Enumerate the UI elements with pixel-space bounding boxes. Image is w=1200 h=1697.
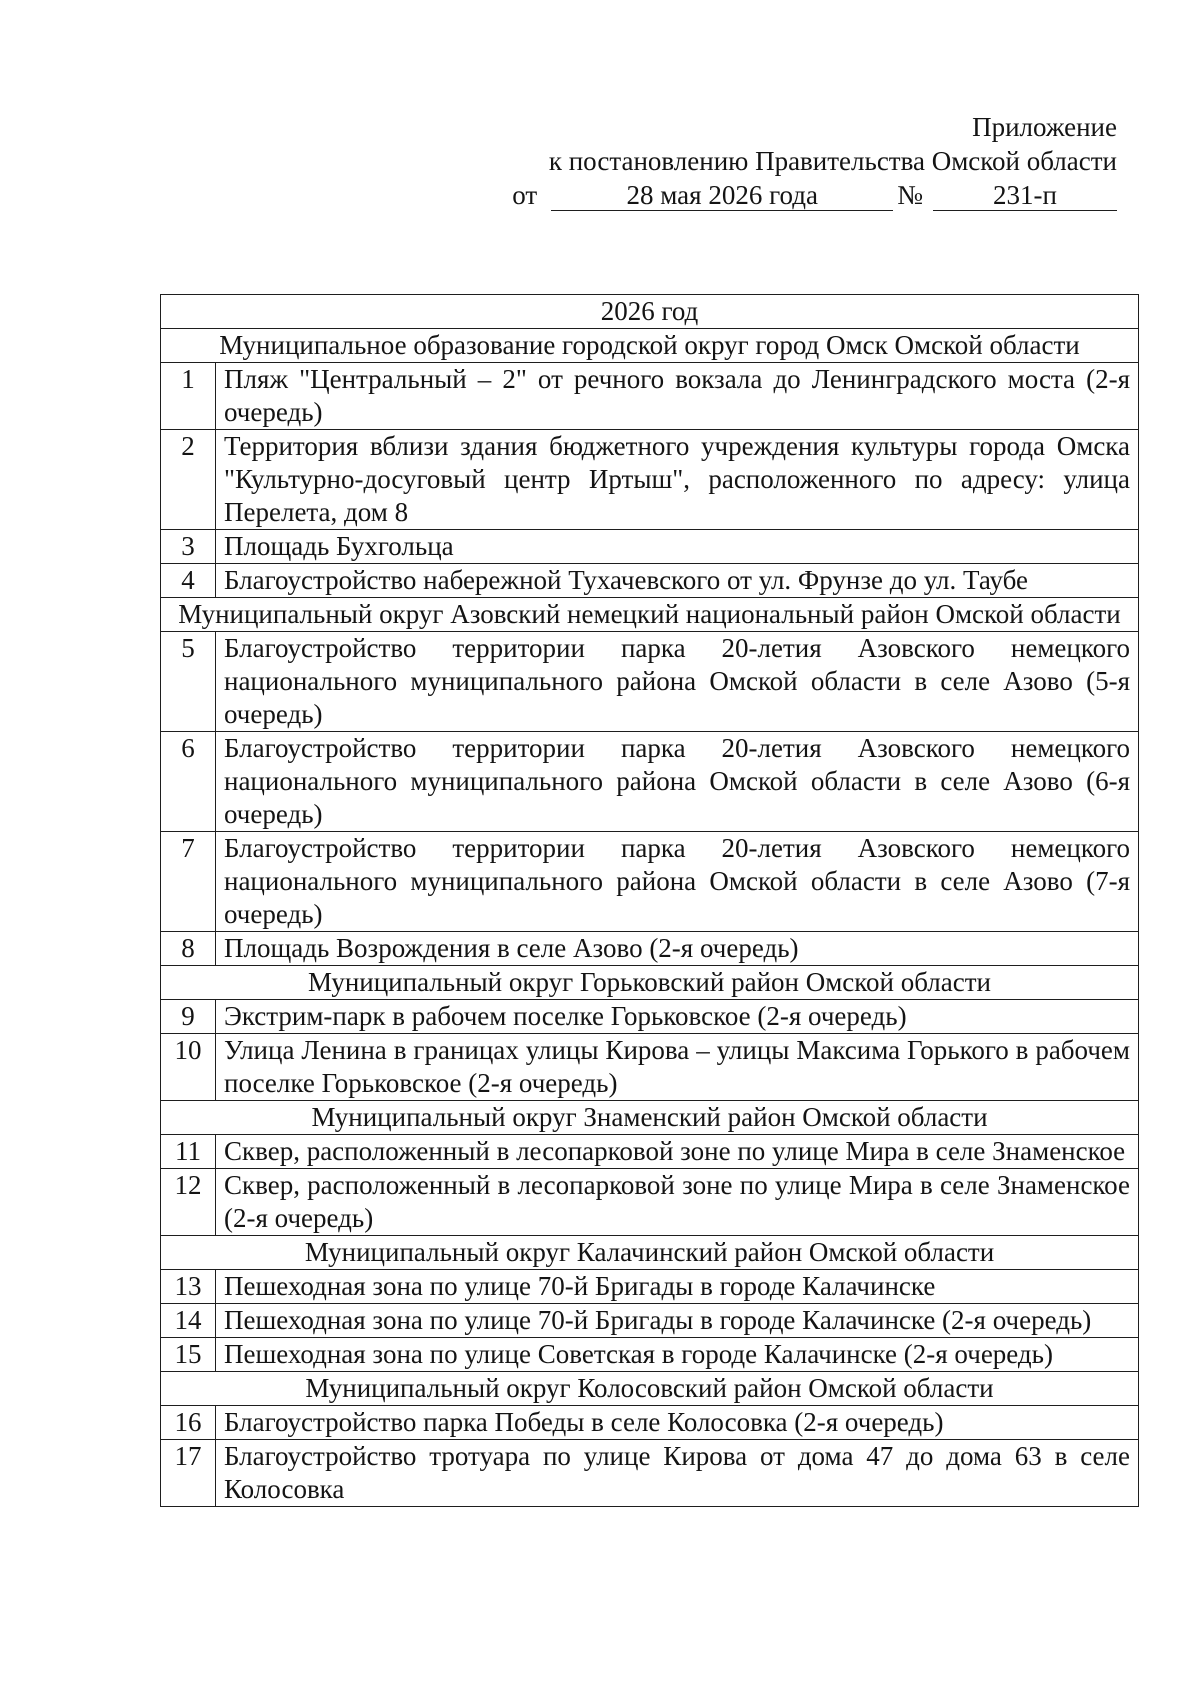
section-title: Муниципальный округ Калачинский район Омской области <box>161 1236 1139 1270</box>
territories-table <box>160 294 1139 1507</box>
row-text: Площадь Возрождения в селе Азово (2-я очередь) <box>216 932 1139 966</box>
row-number: 2 <box>161 430 216 530</box>
year-row <box>161 295 1139 329</box>
row-number: 1 <box>161 363 216 430</box>
table-row <box>161 530 1139 564</box>
table-row <box>161 1304 1139 1338</box>
table-row <box>161 1270 1139 1304</box>
row-number: 17 <box>161 1440 216 1507</box>
decree-date: 28 мая 2026 года <box>551 180 893 211</box>
table-row <box>161 632 1139 732</box>
row-number: 13 <box>161 1270 216 1304</box>
section-header-row <box>161 329 1139 363</box>
row-number: 14 <box>161 1304 216 1338</box>
row-text: Сквер, расположенный в лесопарковой зоне по улице Мира в селе Знаменское (2-я очередь) <box>216 1169 1139 1236</box>
row-text: Пешеходная зона по улице 70-й Бригады в городе Калачинске <box>216 1270 1139 1304</box>
territories-table-body <box>161 295 1139 1507</box>
section-header-row <box>161 1236 1139 1270</box>
section-title: Муниципальный округ Азовский немецкий национальный район Омской области <box>161 598 1139 632</box>
number-label: № <box>897 180 923 210</box>
appendix-header <box>512 110 1117 212</box>
table-row <box>161 1169 1139 1236</box>
row-text: Благоустройство парка Победы в селе Колосовка (2-я очередь) <box>216 1406 1139 1440</box>
row-text: Благоустройство территории парка 20-летия Азовского немецкого национального муниципального района Омской области в селе Азово (6-я очередь) <box>216 732 1139 832</box>
section-header-row <box>161 598 1139 632</box>
table-row <box>161 1406 1139 1440</box>
appendix-subtitle: к постановлению Правительства Омской области <box>548 146 1117 176</box>
appendix-title: Приложение <box>972 112 1117 142</box>
row-number: 3 <box>161 530 216 564</box>
table-row <box>161 363 1139 430</box>
section-title: Муниципальное образование городской округ город Омск Омской области <box>161 329 1139 363</box>
section-header-row <box>161 966 1139 1000</box>
section-title: Муниципальный округ Колосовский район Омской области <box>161 1372 1139 1406</box>
row-number: 6 <box>161 732 216 832</box>
row-text: Пешеходная зона по улице Советская в городе Калачинске (2-я очередь) <box>216 1338 1139 1372</box>
table-row <box>161 1034 1139 1101</box>
row-text: Экстрим-парк в рабочем поселке Горьковское (2-я очередь) <box>216 1000 1139 1034</box>
table-row <box>161 832 1139 932</box>
row-number: 7 <box>161 832 216 932</box>
row-text: Площадь Бухгольца <box>216 530 1139 564</box>
row-number: 16 <box>161 1406 216 1440</box>
table-row <box>161 732 1139 832</box>
appendix-date-line <box>512 178 1117 212</box>
decree-number: 231-п <box>933 180 1117 211</box>
table-row <box>161 1135 1139 1169</box>
section-title: Муниципальный округ Знаменский район Омской области <box>161 1101 1139 1135</box>
row-number: 9 <box>161 1000 216 1034</box>
row-text: Улица Ленина в границах улицы Кирова – улицы Максима Горького в рабочем поселке Горьковское (2-я очередь) <box>216 1034 1139 1101</box>
row-number: 5 <box>161 632 216 732</box>
table-row <box>161 1000 1139 1034</box>
row-text: Пляж "Центральный – 2" от речного вокзала до Ленинградского моста (2-я очередь) <box>216 363 1139 430</box>
row-text: Сквер, расположенный в лесопарковой зоне по улице Мира в селе Знаменское <box>216 1135 1139 1169</box>
row-number: 11 <box>161 1135 216 1169</box>
row-text: Пешеходная зона по улице 70-й Бригады в городе Калачинске (2-я очередь) <box>216 1304 1139 1338</box>
row-number: 15 <box>161 1338 216 1372</box>
year-cell: 2026 год <box>161 295 1139 329</box>
from-label: от <box>512 180 538 210</box>
row-text: Благоустройство территории парка 20-летия Азовского немецкого национального муниципального района Омской области в селе Азово (7-я очередь) <box>216 832 1139 932</box>
table-row <box>161 932 1139 966</box>
section-header-row <box>161 1372 1139 1406</box>
table-row <box>161 564 1139 598</box>
section-title: Муниципальный округ Горьковский район Омской области <box>161 966 1139 1000</box>
table-row <box>161 1338 1139 1372</box>
row-number: 10 <box>161 1034 216 1101</box>
row-number: 4 <box>161 564 216 598</box>
table-row <box>161 1440 1139 1507</box>
row-text: Благоустройство набережной Тухачевского от ул. Фрунзе до ул. Таубе <box>216 564 1139 598</box>
row-text: Территория вблизи здания бюджетного учреждения культуры города Омска "Культурно-досуговый центр Иртыш", расположенного по адресу: улица Перелета, дом 8 <box>216 430 1139 530</box>
row-number: 8 <box>161 932 216 966</box>
row-text: Благоустройство территории парка 20-летия Азовского немецкого национального муниципального района Омской области в селе Азово (5-я очередь) <box>216 632 1139 732</box>
table-row <box>161 430 1139 530</box>
row-text: Благоустройство тротуара по улице Кирова от дома 47 до дома 63 в селе Колосовка <box>216 1440 1139 1507</box>
section-header-row <box>161 1101 1139 1135</box>
row-number: 12 <box>161 1169 216 1236</box>
